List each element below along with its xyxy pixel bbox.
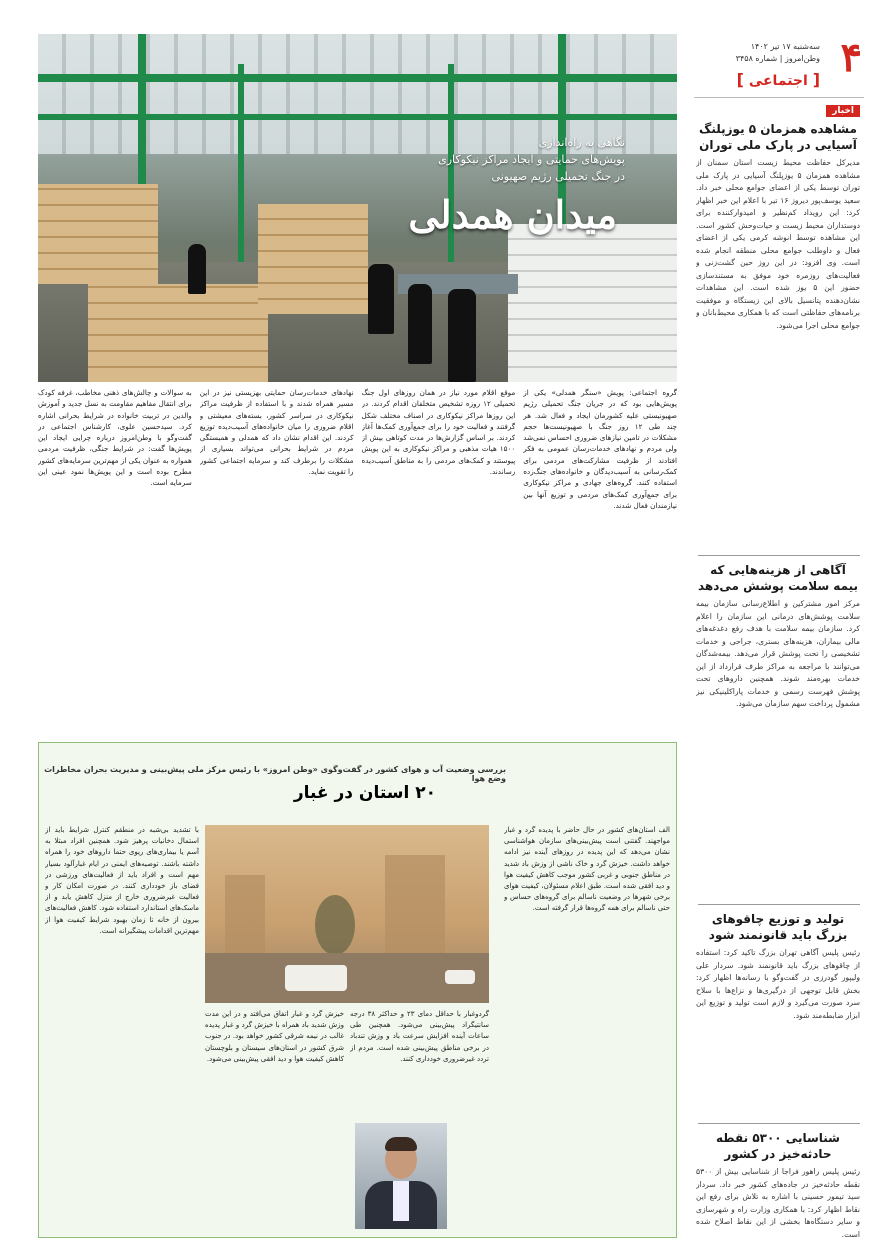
hero-kicker: نگاهی به راه‌اندازی پویش‌های حمایتی و ایجاد مراکز نیکوکاری در جنگ تحمیلی رژیم صهیونی [438,136,625,183]
hero-photo [38,34,677,382]
article-column: به سوالات و چالش‌های ذهنی مخاطب، غرفه کودک برای انتقال مفاهیم مقاومت به نسل جدید و آموزش والدین در تربیت خانواده در شرایط بحرانی اشاره کرد. سیدحسین علوی، کارشناس اجتماعی در گفت‌وگو با وطن‌امروز درباره چرایی ایجاد این پویش‌ها گفت: در شرایط جنگی، ظرفیت مردمی همواره به عنوان یکی از مهم‌ترین سرمایه‌های کشور مطرح بوده است و این پویش‌ها نمود عینی این سرمایه است. [38,388,192,488]
main-article [38,387,677,732]
dust-storm-article [38,742,677,1238]
sidebar-body-4: رئیس پلیس راهور فراجا از شناسایی بیش از ۵۳۰۰ نقطه حادثه‌خیز در جاده‌های کشور خبر داد. سردار سید تیمور حسینی با اشاره به تلاش برای رفع این نقاط اظهار کرد: با همکاری وزارت راه و شهرسازی و سایر دستگاه‌ها بخشی از این نقاط اصلاح شده است. [696,1167,860,1239]
hero-title: میدان همدلی [408,192,617,237]
box-column: گردوغبار با حداقل دمای ۲۳ و حداکثر ۳۸ درجه سانتیگراد پیش‌بینی می‌شود. همچنین طی ساعات آینده افزایش سرعت باد و وزش تندباد در برخی مناطق پیش‌بینی شده است. مردم از تردد غیرضروری خودداری کنند. [350,1010,489,1063]
divider [698,1123,860,1124]
portrait-photo [355,1123,447,1229]
article-column: موقع اقلام مورد نیاز در همان روزهای اول جنگ تحمیلی ۱۲ روزه تشخیص متخلفان اقدام کردند. در این روزها مراکز نیکوکاری در اصناف مختلف شکل گرفتند و فعالیت خود را برای جمع‌آوری کمک‌ها آغاز کردند. بر اساس گزارش‌ها در مدت کوتاهی بیش از ۱۵۰۰ هیات مذهبی و مراکز نیکوکاری به این پویش پیوستند و کمک‌های مردمی را به مناطق آسیب‌دیده رساندند. [361,388,516,477]
section-title: [ اجتماعی ] [736,70,820,89]
sidebar-body-2: مرکز امور مشترکین و اطلاع‌رسانی سازمان بیمه سلامت پوشش‌های درمانی این سازمان را اعلام کرد. سازمان بیمه سلامت با هدف رفع دغدغه‌های مالی بیماران، هزینه‌های بستری، جراحی و خدمات تشخیصی را تحت پوشش قرار می‌دهد. بیمه‌شدگان می‌توانند با مراجعه به مراکز طرف قرارداد از این خدمات بهره‌مند شوند. همچنین داروهای تحت پوشش فهرست رسمی و خدمات پاراکلینیکی نیز مشمول پرداخت سهم سازمان می‌شود. [696,599,860,708]
issue-number: وطن‌امروز | شماره ۳۴۵۸ [735,54,820,63]
sidebar-body-1: مدیرکل حفاظت محیط زیست استان سمنان از مشاهده همزمان ۵ یوزپلنگ آسیایی در پارک ملی توران توسط یکی از اعضای جوامع محلی خبر داد. سعید یوسف‌پور دیروز ۱۶ تیر با اعلام این خبر اظهار کرد: این رویداد کم‌نظیر و امیدوارکننده برای دوستداران محیط زیست و حیات‌وحش کشور است. این مشاهده توسط انوشه کرمی یکی از اعضای فعال و داوطلب جوامع محلی منطقه انجام شده است. وی افزود: در این روز حین گشت‌زنی و فعالیت‌های روزمره خود موفق به مستندسازی حضور این ۵ یوز شده است. این مشاهدات نشان‌دهنده پتانسیل بالای این زیستگاه و موفقیت برنامه‌های حفاظتی است که با همکاری محیط‌بانان و جوامع محلی اجرا می‌شود. [696,158,860,330]
issue-date: سه‌شنبه ۱۷ تیر ۱۴۰۲ [750,42,820,51]
box-kicker: بررسی وضعیت آب و هوای کشور در گفت‌وگوی «وطن امروز» با رئیس مرکز ملی پیش‌بینی و مدیریت بحران مخاطرات وضع هوا [44,765,506,783]
box-title: ۲۰ استان در غبار [293,783,436,803]
sidebar-headline-4: شناسایی ۵۳۰۰ نقطه حادثه‌خیز در کشور [716,1131,840,1161]
divider [698,904,860,905]
sidebar-headline-1: مشاهده همزمان ۵ یوزپلنگ آسیایی در پارک ملی توران [699,122,857,152]
sidebar-body-3: رئیس پلیس آگاهی تهران بزرگ تاکید کرد: استفاده از چاقوهای بزرگ باید قانونمند شود. سردار علی ولیپور گودرزی در گفت‌وگو با رسانه‌ها اظهار کرد: بخش قابل توجهی از درگیری‌ها و نزاع‌ها با سلاح سرد صورت می‌گیرد و لازم است تولید و توزیع این ابزار ضابطه‌مند شود. [696,948,860,1020]
sidebar-headline-3: تولید و توزیع چاقوهای بزرگ باید قانونمند شود [708,912,848,942]
sidebar-column [694,34,864,1239]
sidebar-headline-2: آگاهی از هزینه‌هایی که بیمه سلامت پوشش می‌دهد [697,563,859,593]
news-tag: اخبار [826,105,860,117]
page-number: ۴ [840,34,862,81]
box-column: خیزش گرد و غبار اتفاق می‌افتد و در این مدت وزش شدید باد همراه با خیزش گرد و غبار پدیده غالب در نیمه شرقی کشور خواهد بود. در جنوب شرق کشور در استان‌های سیستان و بلوچستان کاهش کیفیت هوا و دید افقی پیش‌بینی می‌شود. [205,1010,344,1063]
article-column: گروه اجتماعی: پویش «سنگر همدلی» یکی از پویش‌هایی بود که در جریان جنگ تحمیلی رژیم صهیونیستی علیه کشورمان ایجاد و فعال شد. هر چند طی ۱۲ روز جنگ با صهیونیست‌ها حجم مشکلات در تامین نیازهای ضروری احساس نمی‌شد ولی مردم و نهادهای خدمات‌رسان عمومی به فکر افتادند از ظرفیت مشارکت‌های مردمی برای کمک‌رسانی به آسیب‌دیدگان و خانواده‌های جنگ‌زده استفاده کنند. گروه‌های جهادی و مراکز نیکوکاری برای جمع‌آوری کمک‌های مردمی و توزیع آنها بین نیازمندان فعال شدند. [523,388,677,510]
divider [698,555,860,556]
box-column-left: با تشدید بی‌شبه در منطقم کنترل شرایط باید از استمال دخانیات پرهیز شود. همچنین افراد مبتلا به آسم یا بیماری‌های ریوی حتما داروهای خود را همراه داشته باشند. توصیه‌های ایمنی در ایام غبارآلود بسیار مهم است و افراد باید از فعالیت‌های ورزشی در فضای باز خودداری کنند. در صورت امکان کار و فعالیت غیرضروری خارج از منزل کاهش یابد و از ماسک‌های استاندارد استفاده شود. کاهش فعالیت‌های بیرون از خانه تا زمان بهبود شرایط کیفیت هوا از مهم‌ترین اقدامات پیشگیرانه است. [45,826,199,935]
dust-photo [205,825,489,1003]
masthead [694,34,864,98]
box-column-right: الف استان‌های کشور در حال حاضر با پدیده گرد و غبار مواجهند. گفتنی است پیش‌بینی‌های سازمان هواشناسی نشان می‌دهد که این پدیده در روزهای آینده نیز ادامه خواهد داشت. خیزش گرد و خاک ناشی از وزش باد شدید در مناطق جنوبی و غربی کشور موجب کاهش کیفیت هوا و دید افقی شده است. طبق اعلام مسئولان، کیفیت هوای برخی شهرها در وضعیت ناسالم برای گروه‌های حساس و حتی ناسالم برای همه گروه‌ها قرار گرفته است. [504,826,670,913]
article-column: نهادهای خدمات‌رسان حمایتی بهزیستی نیز در این مسیر همراه شدند و با استفاده از ظرفیت مراکز نیکوکاری در سراسر کشور، بسته‌های معیشتی و اقلام ضروری را میان خانواده‌های آسیب‌دیده توزیع کردند. این اقدام نشان داد که همدلی و همبستگی مردم در شرایط بحرانی می‌تواند بسیاری از مشکلات را برطرف کند و سرمایه اجتماعی کشور را تقویت نماید. [199,388,354,477]
